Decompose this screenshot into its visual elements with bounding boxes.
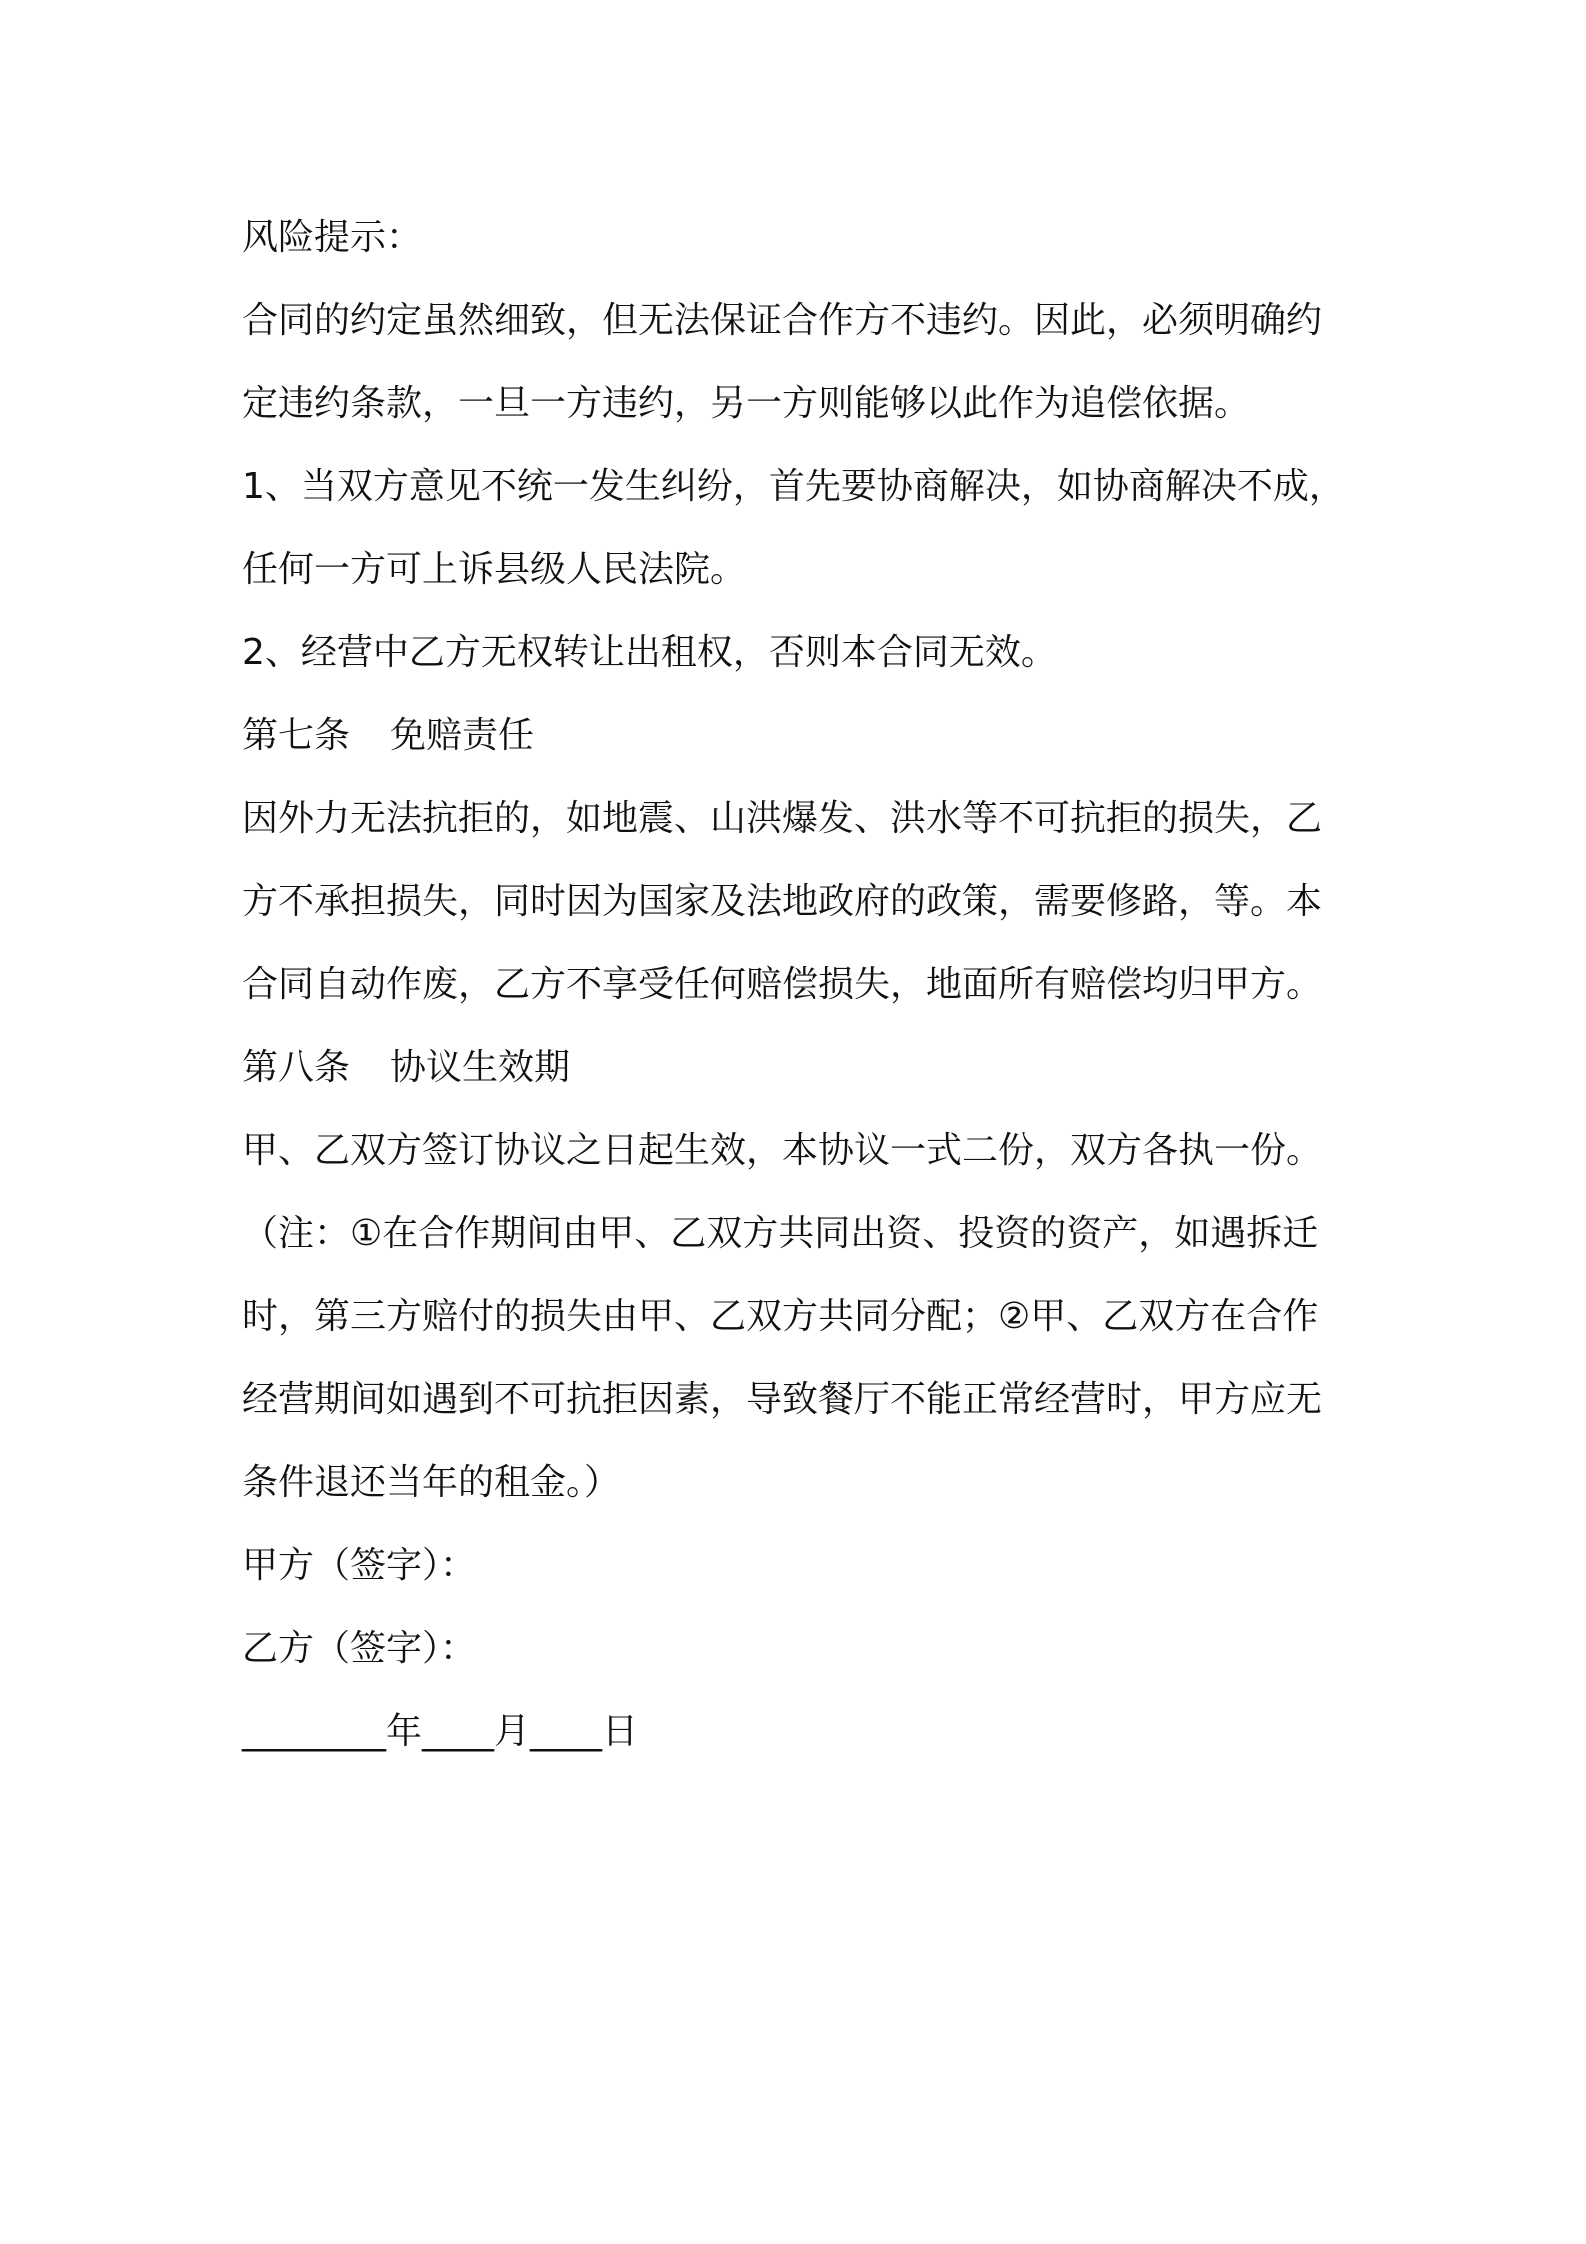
paragraph-line: 时，第三方赔付的损失由甲、乙双方共同分配；②甲、乙双方在合作 bbox=[242, 1296, 1319, 1337]
article-8-title: 协议生效期 bbox=[390, 1047, 571, 1088]
paragraph-line: 经营期间如遇到不可抗拒因素，导致餐厅不能正常经营时，甲方应无 bbox=[242, 1379, 1323, 1420]
paragraph-line: 合同自动作废，乙方不享受任何赔偿损失，地面所有赔偿均归甲方。 bbox=[242, 964, 1323, 1005]
paragraph-line: 因外力无法抗拒的，如地震、山洪爆发、洪水等不可抗拒的损失，乙 bbox=[242, 798, 1323, 839]
party-a-signature: 甲方（签字）： bbox=[242, 1545, 477, 1586]
paragraph-line: 条件退还当年的租金。） bbox=[242, 1462, 621, 1503]
document-body bbox=[242, 196, 1382, 1773]
paragraph-line: 2、经营中乙方无权转让出租权，否则本合同无效。 bbox=[242, 632, 1057, 673]
paragraph-line: 定违约条款，一旦一方违约，另一方则能够以此作为追偿依据。 bbox=[242, 383, 1251, 424]
paragraph-line: 任何一方可上诉县级人民法院。 bbox=[242, 549, 747, 590]
party-b-signature: 乙方（签字）： bbox=[242, 1628, 477, 1669]
article-7-number: 第七条 bbox=[242, 715, 351, 756]
article-8-heading bbox=[242, 1026, 1382, 1109]
risk-notice-heading: 风险提示： bbox=[242, 217, 423, 258]
paragraph-line: 方不承担损失，同时因为国家及法地政府的政策，需要修路，等。本 bbox=[242, 881, 1323, 922]
paragraph-line: 甲、乙双方签订协议之日起生效，本协议一式二份，双方各执一份。 bbox=[242, 1130, 1323, 1171]
article-8-number: 第八条 bbox=[242, 1047, 351, 1088]
article-7-title: 免赔责任 bbox=[390, 715, 535, 756]
date-line: ________年____月____日 bbox=[242, 1711, 638, 1752]
paragraph-line: 合同的约定虽然细致，但无法保证合作方不违约。因此，必须明确约 bbox=[242, 300, 1323, 341]
paragraph-line: （注：①在合作期间由甲、乙双方共同出资、投资的资产，如遇拆迁 bbox=[242, 1213, 1319, 1254]
article-7-heading bbox=[242, 694, 1382, 777]
paragraph-line: 1、当双方意见不统一发生纠纷，首先要协商解决，如协商解决不成， bbox=[242, 466, 1345, 507]
